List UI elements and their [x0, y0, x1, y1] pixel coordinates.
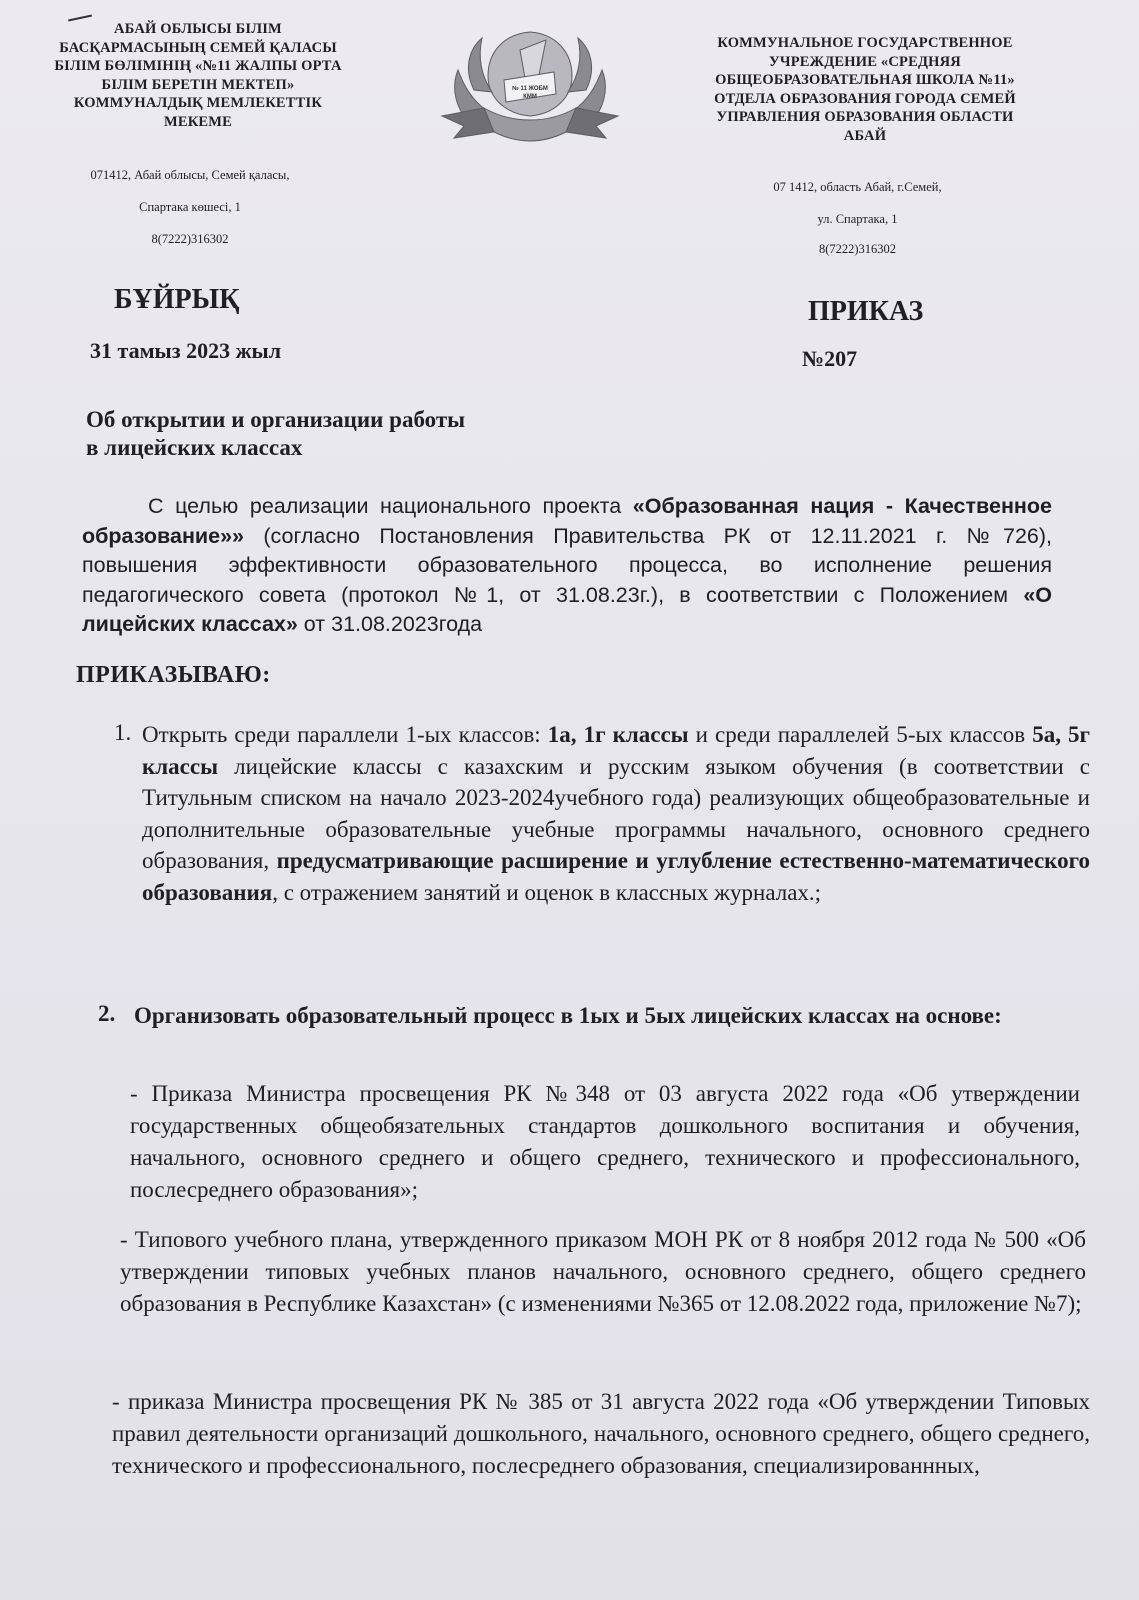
order-item-1: [142, 719, 1090, 908]
order-number: №207: [802, 346, 858, 371]
header-kz-line: БІЛІМ БӨЛІМІНІҢ «№11 ЖАЛПЫ ОРТА: [54, 58, 342, 74]
header-kz-line: АБАЙ ОБЛЫСЫ БІЛІМ: [114, 21, 282, 37]
item-emphasis: предусматривающие расширение и углубление естественно-математического образования: [142, 848, 1090, 905]
phone-ru: 8(7222)316302: [818, 242, 897, 256]
item-number: 1.: [114, 720, 132, 745]
order-subject: [86, 406, 465, 462]
title-ru: ПРИКАЗ: [808, 296, 924, 327]
header-kz-line: КОММУНАЛДЫҚ МЕМЛЕКЕТТІК: [73, 95, 323, 111]
basis-item: - Приказа Министра просвещения РК №348 от 03 августа 2022 года «Об утверждении государственных общеобязательных стандартов дошкольного воспитания и обучения, начального, основного среднего и общего среднего, технического и профессионального, послесреднего образования»;: [130, 1081, 1080, 1202]
directive-heading: ПРИКАЗЫВАЮ:: [76, 662, 271, 688]
header-ru: [680, 34, 1050, 145]
item-text: , с отражением занятий и оценок в классных журналах.;: [272, 879, 822, 905]
item-text: лицейские классы с казахским и русским языком обучения (в соответствии с Титульным списком на начало 2023-2024учебного года) реализующих общеобразовательные и дополнительные образовательные учебные программы начального, основного среднего образования,: [142, 753, 1090, 873]
address-ru-line: 07 1412, область Абай, г.Семей,: [773, 180, 942, 194]
header-kz: [28, 20, 368, 131]
item-classes: 5а, 5г классы: [142, 722, 1090, 779]
project-name: «Образованная нация - Качественное образование»»: [82, 494, 1052, 548]
item-text: Открыть среди параллели 1-ых классов:: [142, 722, 548, 747]
preamble-text: С целью реализации национального проекта: [148, 494, 633, 518]
basis-item: - Типового учебного плана, утвержденного приказом МОН РК от 8 ноября 2012 года № 500 «Об утверждении типовых учебных планов начального, основного среднего, общего среднего образования в Республике Казахстан» (с изменениями №365 от 12.08.2022 года, приложение №7);: [120, 1227, 1086, 1316]
item-classes: 1а, 1г классы: [547, 722, 689, 747]
preamble-text: от 31.08.2023года: [297, 612, 483, 636]
order-item-2-heading: Организовать образовательный процесс в 1ых и 5ых лицейских классах на основе:: [134, 1003, 1002, 1028]
title-kz: БҰЙРЫҚ: [114, 284, 240, 315]
header-ru-line: КОММУНАЛЬНОЕ ГОСУДАРСТВЕННОЕ: [717, 35, 1013, 51]
address-ru-line: ул. Спартака, 1: [817, 212, 898, 226]
subject-line: Об открытии и организации работы: [86, 407, 466, 432]
address-kz-line: 071412, Абай облысы, Семей қаласы,: [90, 168, 290, 182]
emblem-text: № 11 ЖОБМ: [512, 86, 548, 92]
header-ru-line: УЧРЕЖДЕНИЕ «СРЕДНЯЯ: [769, 53, 961, 70]
header-ru-line: ОБЩЕОБРАЗОВАТЕЛЬНАЯ ШКОЛА №11»: [715, 72, 1015, 88]
regulation-name: «О лицейских классах»: [82, 582, 1052, 636]
header-kz-line: БАСҚАРМАСЫНЫҢ СЕМЕЙ ҚАЛАСЫ: [59, 39, 337, 56]
item-number: 2.: [98, 1001, 116, 1026]
emblem-text: КММ: [523, 94, 537, 100]
header-kz-line: БІЛІМ БЕРЕТІН МЕКТЕП»: [101, 76, 295, 93]
subject-line: в лицейских классах: [86, 435, 303, 460]
header-ru-line: АБАЙ: [843, 127, 887, 144]
header-ru-line: ОТДЕЛА ОБРАЗОВАНИЯ ГОРОДА СЕМЕЙ: [714, 90, 1016, 107]
school-emblem-icon: [434, 20, 626, 160]
phone-kz: 8(7222)316302: [151, 232, 229, 246]
address-kz-line: Спартака көшесі, 1: [139, 200, 241, 214]
preamble-text: (согласно Постановления Правительства РК от 12.11.2021 г. №726), повышения эффективности образовательного процесса, во исполнение решения педагогического совета (протокол №1, от 31.08.23г.), в соответствии с Положением: [82, 523, 1052, 607]
header-ru-line: УПРАВЛЕНИЯ ОБРАЗОВАНИЯ ОБЛАСТИ: [716, 109, 1014, 125]
basis-item: - приказа Министра просвещения РК № 385 от 31 августа 2022 года «Об утверждении Типовых правил деятельности организаций дошкольного, начального, основного среднего, общего среднего, технического и профессионального, послесреднего образования, специализированнных,: [112, 1389, 1090, 1478]
order-date: 31 тамыз 2023 жыл: [90, 338, 282, 363]
item-text: и среди параллелей 5-ых классов: [688, 722, 1033, 747]
preamble-paragraph: [82, 492, 1052, 640]
header-kz-line: МЕКЕМЕ: [163, 113, 233, 130]
